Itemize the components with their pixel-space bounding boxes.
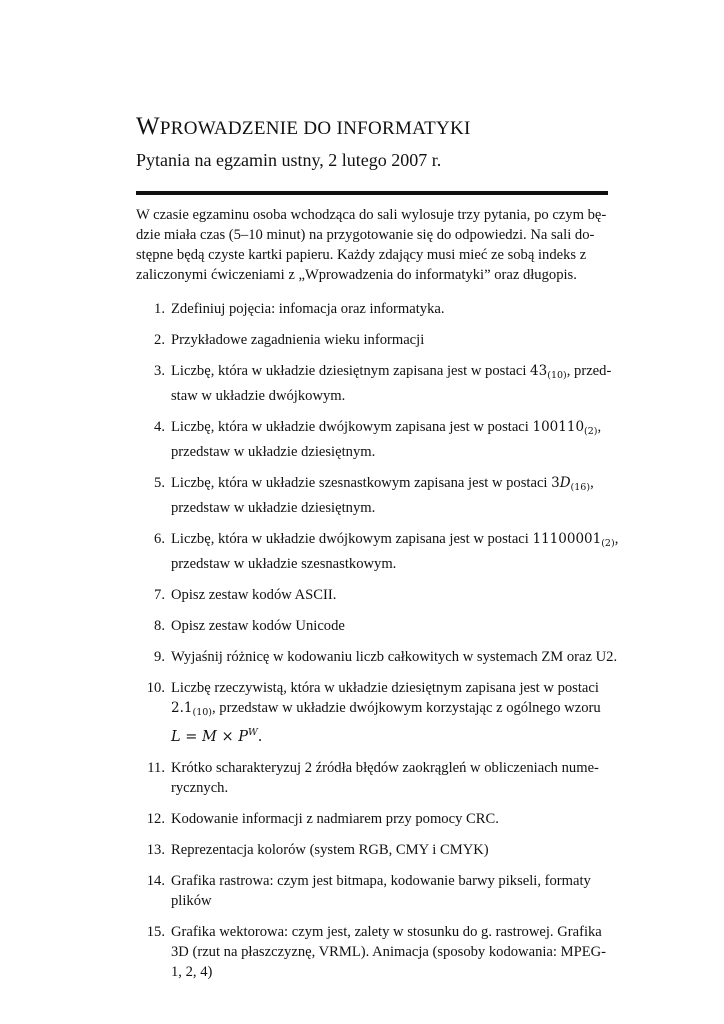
- question-text: Krótko scharakteryzuj 2 źródła błędów zaokrągleń w obliczeniach nume-: [171, 760, 599, 776]
- question-number: 3.: [154, 363, 165, 379]
- title-smallcaps: PROWADZENIE DO INFORMATYKI: [159, 118, 471, 139]
- question-number: 6.: [154, 531, 165, 547]
- question-text-cont: rycznych.: [171, 780, 229, 796]
- question-number: 11.: [147, 760, 165, 776]
- question-item: [136, 809, 608, 829]
- question-item: [136, 840, 608, 860]
- intro-line: zaliczonymi ćwiczeniami z „Wprowadzenia do informatyki” oraz długopis.: [136, 267, 577, 283]
- document-subtitle: Pytania na egzamin ustny, 2 lutego 2007 r.: [136, 150, 442, 170]
- question-item: [136, 871, 608, 911]
- question-text: Grafika rastrowa: czym jest bitmapa, kodowanie barwy pikseli, formaty: [171, 873, 591, 889]
- question-number: 7.: [154, 587, 165, 603]
- question-number: 12.: [146, 811, 165, 827]
- question-item: [136, 758, 608, 798]
- question-number: 15.: [146, 924, 165, 940]
- question-item: 3. Liczbę, która w układzie dziesiętnym zapisana jest w postaci $43_{(10)}$, przed- staw w układzie dwójkowym.: [136, 361, 608, 406]
- question-text: Reprezentacja kolorów (system RGB, CMY i CMYK): [171, 842, 489, 858]
- question-item: [136, 585, 608, 605]
- question-number: 10.: [146, 680, 165, 696]
- question-text-cont: 1, 2, 4): [171, 964, 213, 980]
- question-number: 5.: [154, 475, 165, 491]
- question-item: [136, 616, 608, 636]
- math-number: $100110_{(2)}$: [532, 419, 598, 437]
- question-text: Liczbę, która w układzie dwójkowym zapisana jest w postaci: [171, 531, 533, 547]
- document-title: [136, 112, 608, 144]
- question-text: Grafika wektorowa: czym jest, zalety w stosunku do g. rastrowej. Grafika: [171, 924, 602, 940]
- question-item: 5. Liczbę, która w układzie szesnastkowym zapisana jest w postaci $3D_{(16)}$, przedstaw w układzie dziesiętnym.: [136, 473, 608, 518]
- question-text-cont: przedstaw w układzie szesnastkowym.: [171, 556, 397, 572]
- intro-line: stępne będą czyste kartki papieru. Każdy zdający musi mieć ze sobą indeks z: [136, 247, 587, 263]
- question-number: 13.: [146, 842, 165, 858]
- question-number: 9.: [154, 649, 165, 665]
- question-text: Zdefiniuj pojęcia: infomacja oraz informatyka.: [171, 301, 445, 317]
- question-item: 4. Liczbę, która w układzie dwójkowym zapisana jest w postaci $100110_{(2)}$, przedstaw w układzie dziesiętnym.: [136, 417, 608, 462]
- question-text-cont: 3D (rzut na płaszczyznę, VRML). Animacja (sposoby kodowania: MPEG-: [171, 944, 607, 960]
- math-number: $43_{(10)}$: [530, 363, 567, 381]
- question-item: [136, 330, 608, 350]
- horizontal-rule: [136, 191, 608, 195]
- question-text: Liczbę, która w układzie dziesiętnym zapisana jest w postaci: [171, 363, 531, 379]
- math-number: $3D_{(16)}$: [551, 475, 591, 493]
- question-item: [136, 299, 608, 319]
- math-number: $11100001_{(2)}$: [532, 531, 615, 549]
- math-number: $2.1_{(10)}$: [171, 700, 212, 718]
- question-number: 4.: [154, 419, 165, 435]
- question-text: Opisz zestaw kodów ASCII.: [171, 587, 337, 603]
- question-text: Liczbę rzeczywistą, która w układzie dziesiętnym zapisana jest w postaci: [171, 680, 599, 696]
- question-text-cont: staw w układzie dwójkowym.: [171, 388, 346, 404]
- question-number: 1.: [154, 301, 165, 317]
- question-number: 8.: [154, 618, 165, 634]
- title-initial: W: [136, 113, 160, 140]
- question-item: 6. Liczbę, która w układzie dwójkowym zapisana jest w postaci $11100001_{(2)}$, przedstaw w układzie szesnastkowym.: [136, 529, 608, 574]
- question-text-cont: przedstaw w układzie dziesiętnym.: [171, 500, 376, 516]
- question-number: 2.: [154, 332, 165, 348]
- question-text-cont: plików: [171, 893, 212, 909]
- question-text: Wyjaśnij różnicę w kodowaniu liczb całkowitych w systemach ZM oraz U2.: [171, 649, 618, 665]
- question-item: [136, 647, 618, 667]
- question-item: [136, 922, 608, 982]
- question-text-cont: przedstaw w układzie dziesiętnym.: [171, 444, 376, 460]
- formula: $L = M \times P^W$.: [171, 727, 263, 745]
- question-text-cont: , przedstaw w układzie dwójkowym korzystając z ogólnego wzoru: [212, 700, 601, 716]
- question-number: 14.: [146, 873, 165, 889]
- intro-paragraph: [136, 205, 608, 285]
- document-page: [136, 112, 619, 993]
- question-text: Kodowanie informacji z nadmiarem przy pomocy CRC.: [171, 811, 499, 827]
- question-text: Liczbę, która w układzie szesnastkowym zapisana jest w postaci: [171, 475, 552, 491]
- intro-line: dzie miała czas (5–10 minut) na przygotowanie się do odpowiedzi. Na sali do-: [136, 227, 595, 243]
- question-item: [136, 678, 608, 747]
- question-text: Liczbę, która w układzie dwójkowym zapisana jest w postaci: [171, 419, 533, 435]
- question-list: [136, 299, 619, 982]
- intro-line: W czasie egzaminu osoba wchodząca do sali wylosuje trzy pytania, po czym bę-: [136, 207, 607, 223]
- question-text: Opisz zestaw kodów Unicode: [171, 618, 345, 634]
- question-text: Przykładowe zagadnienia wieku informacji: [171, 332, 425, 348]
